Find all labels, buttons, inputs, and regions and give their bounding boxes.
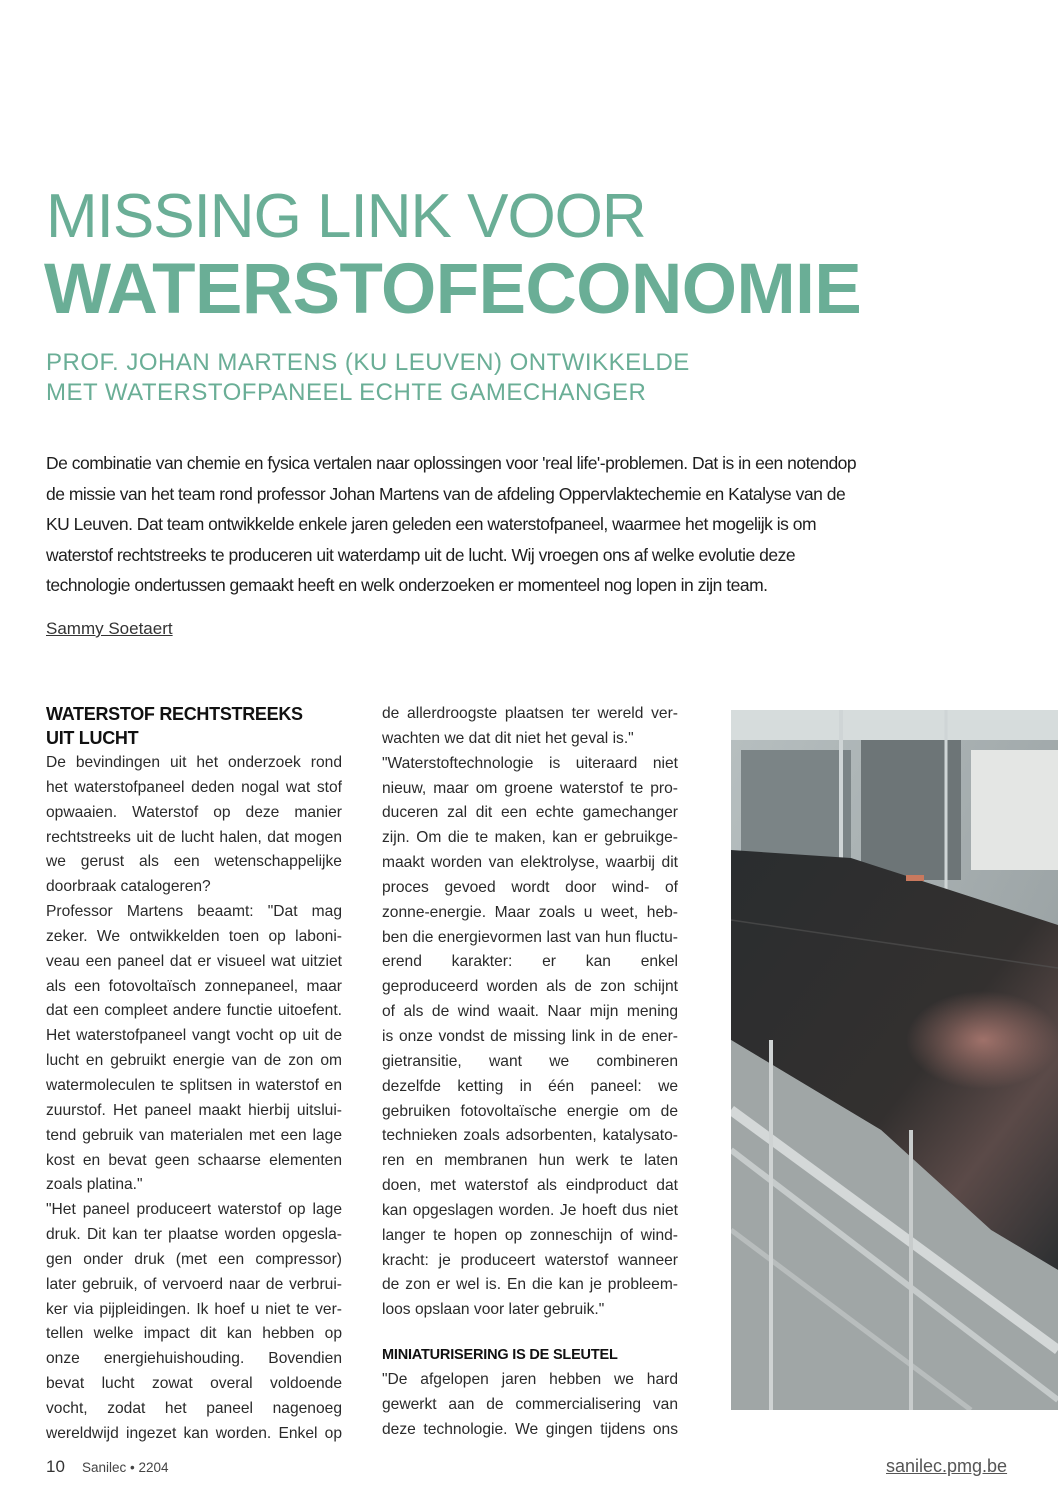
subtitle-line-1: PROF. JOHAN MARTENS (KU LEUVEN) ONTWIKKELDE bbox=[46, 349, 690, 376]
body-line: kost en bevat geen schaarse elementen bbox=[46, 1151, 342, 1169]
body-line: De bevindingen uit het onderzoek rond bbox=[46, 754, 342, 771]
paragraph-spacer bbox=[382, 1323, 678, 1343]
magazine-issue: Sanilec • 2204 bbox=[82, 1460, 169, 1475]
body-line: vocht, zodat het paneel nagenoeg bbox=[46, 1399, 342, 1417]
body-line: we gerust als een wetenschappelijke bbox=[46, 853, 342, 871]
body-line: kracht: je produceert waterstof wanneer bbox=[382, 1251, 678, 1269]
body-line: zeker. We ontwikkelden toen op laboni- bbox=[46, 927, 342, 945]
body-line: later gebruik, of vervoerd naar de verbrui- bbox=[46, 1275, 342, 1293]
body-line: tend gebruik van materialen met een lage bbox=[46, 1126, 342, 1144]
body-line: kan opgeslagen worden. Je hoeft dus niet bbox=[382, 1201, 678, 1219]
body-line: gietransitie, want we combineren bbox=[382, 1052, 678, 1070]
body-line: zijn. Om die te maken, kan er gebruikge- bbox=[382, 829, 678, 847]
article-column-1 bbox=[46, 702, 342, 1447]
body-line: technieken zoals adsorbenten, katalysato- bbox=[382, 1127, 678, 1145]
body-line: Professor Martens beaamt: "Dat mag bbox=[46, 903, 342, 921]
intro-line: technologie ondertussen gemaakt heeft en welk onderzoeken er momenteel nog lopen in zijn team. bbox=[46, 575, 768, 596]
body-line: "De afgelopen jaren hebben we hard bbox=[382, 1370, 678, 1388]
intro-paragraph bbox=[46, 448, 856, 601]
website-link[interactable]: sanilec.pmg.be bbox=[886, 1456, 1008, 1476]
body-line: langer te hopen op zonneschijn of wind- bbox=[382, 1226, 678, 1244]
body-line: zoals platina." bbox=[46, 1176, 143, 1194]
page-number: 10 bbox=[46, 1457, 65, 1476]
body-line: nieuw, maar om groene waterstof te pro- bbox=[382, 779, 678, 797]
body-line: zonne-energie. Maar zoals u weet, heb- bbox=[382, 903, 678, 921]
body-line: proces gevoed wordt door wind- of bbox=[382, 878, 678, 896]
title-line-1: MISSING LINK VOOR bbox=[46, 182, 646, 251]
body-line: wereldwijd ingezet kan worden. Enkel op bbox=[46, 1424, 342, 1442]
article-column-2 bbox=[382, 702, 678, 1442]
body-line: veau een paneel dat er visueel wat uitziet bbox=[46, 952, 342, 970]
photo-illustration bbox=[731, 710, 1058, 1410]
body-line: duceren zal dit een echte gamechanger bbox=[382, 804, 678, 822]
body-line: doorbraak catalogeren? bbox=[46, 878, 211, 896]
body-line: geproduceerd worden als de zon schijnt bbox=[382, 978, 678, 996]
body-line: het waterstofpaneel deden nogal wat stof bbox=[46, 778, 342, 796]
body-line: "Waterstoftechnologie is uiteraard niet bbox=[382, 754, 678, 772]
hydrogen-panel-photo bbox=[731, 710, 1058, 1410]
intro-line: De combinatie van chemie en fysica vertalen naar oplossingen voor 'real life'-problemen. Dat is in een notendop bbox=[46, 453, 857, 473]
body-line: gebruiken fotovoltaïsche energie om de bbox=[382, 1102, 678, 1120]
body-line: bevat lucht zowat overal voldoende bbox=[46, 1375, 342, 1393]
subtitle-line-2: MET WATERSTOFPANEEL ECHTE GAMECHANGER bbox=[46, 379, 647, 406]
body-line: lucht en gebruikt energie van de zon om bbox=[46, 1052, 342, 1070]
intro-line: waterstof rechtstreeks te produceren uit waterdamp uit de lucht. Wij vroegen ons af welke evolutie deze bbox=[46, 544, 796, 565]
intro-line: de missie van het team rond professor Johan Martens van de afdeling Oppervlaktechemie en Katalyse van de bbox=[46, 483, 846, 504]
body-line: de zon er wel is. En die kan je probleem- bbox=[382, 1276, 678, 1294]
title-line-2: WATERSTOFECONOMIE bbox=[44, 250, 862, 329]
body-line: als een fotovoltaïsch zonnepaneel, maar bbox=[46, 977, 342, 995]
body-line: zuurstof. Het paneel maakt hierbij uitslui- bbox=[46, 1101, 342, 1119]
body-line: onze energiehuishouding. Bovendien bbox=[46, 1350, 342, 1368]
section-heading: WATERSTOF RECHTSTREEKS bbox=[46, 704, 303, 724]
body-line: gen onder druk (met een compressor) bbox=[46, 1250, 342, 1268]
body-line: opwaaien. Waterstof op deze manier bbox=[46, 803, 342, 821]
body-line: is onze vondst de missing link in de ener- bbox=[382, 1027, 678, 1045]
body-line: doen, met waterstof als eindproduct dat bbox=[382, 1177, 678, 1195]
section-heading: MINIATURISERING IS DE SLEUTEL bbox=[382, 1347, 618, 1364]
body-line: gewerkt aan de commercialisering van bbox=[382, 1395, 678, 1413]
body-line: de allerdroogste plaatsen ter wereld ver- bbox=[382, 705, 678, 722]
body-line: ker via pijpleidingen. Ik hoef u niet te ver- bbox=[46, 1300, 342, 1318]
column-2-body-continued bbox=[382, 1368, 678, 1443]
body-line: dat een compleet andere functie uitoefent. bbox=[46, 1002, 342, 1020]
body-line: "Het paneel produceert waterstof op lage bbox=[46, 1201, 342, 1219]
author-link[interactable]: Sammy Soetaert bbox=[46, 619, 173, 638]
subtitle bbox=[46, 348, 690, 408]
body-line: watermoleculen te splitsen in waterstof en bbox=[46, 1076, 342, 1094]
intro-line: KU Leuven. Dat team ontwikkelde enkele jaren geleden een waterstofpaneel, waarmee het mogelijk is om bbox=[46, 514, 817, 535]
body-line: Het waterstofpaneel vangt vocht op uit de bbox=[46, 1027, 342, 1045]
column-2-body bbox=[382, 702, 678, 1323]
body-line: wachten we dat dit niet het geval is." bbox=[382, 729, 634, 747]
body-line: druk. Dit kan ter plaatse worden opgesla- bbox=[46, 1226, 342, 1244]
body-line: of als de wind waait. Naar mijn mening bbox=[382, 1003, 678, 1021]
body-line: deze technologie. We gingen tijdens ons bbox=[382, 1420, 678, 1438]
body-line: maakt worden van elektrolyse, waarbij dit bbox=[382, 854, 678, 872]
column-1-body bbox=[46, 751, 342, 1447]
body-line: ben die energievormen last van hun fluctu- bbox=[382, 928, 678, 946]
body-line: loos opslaan voor later gebruik." bbox=[382, 1301, 605, 1319]
body-line: erend karakter: er kan enkel bbox=[382, 953, 678, 971]
body-line: ren en membranen hun werk te laten bbox=[382, 1152, 678, 1170]
section-heading: UIT LUCHT bbox=[46, 728, 139, 748]
body-line: rechtstreeks uit de lucht halen, dat mogen bbox=[46, 828, 342, 846]
body-line: tellen welke impact dit kan hebben op bbox=[46, 1325, 342, 1343]
body-line: dezelfde ketting in één paneel: we bbox=[382, 1077, 678, 1095]
